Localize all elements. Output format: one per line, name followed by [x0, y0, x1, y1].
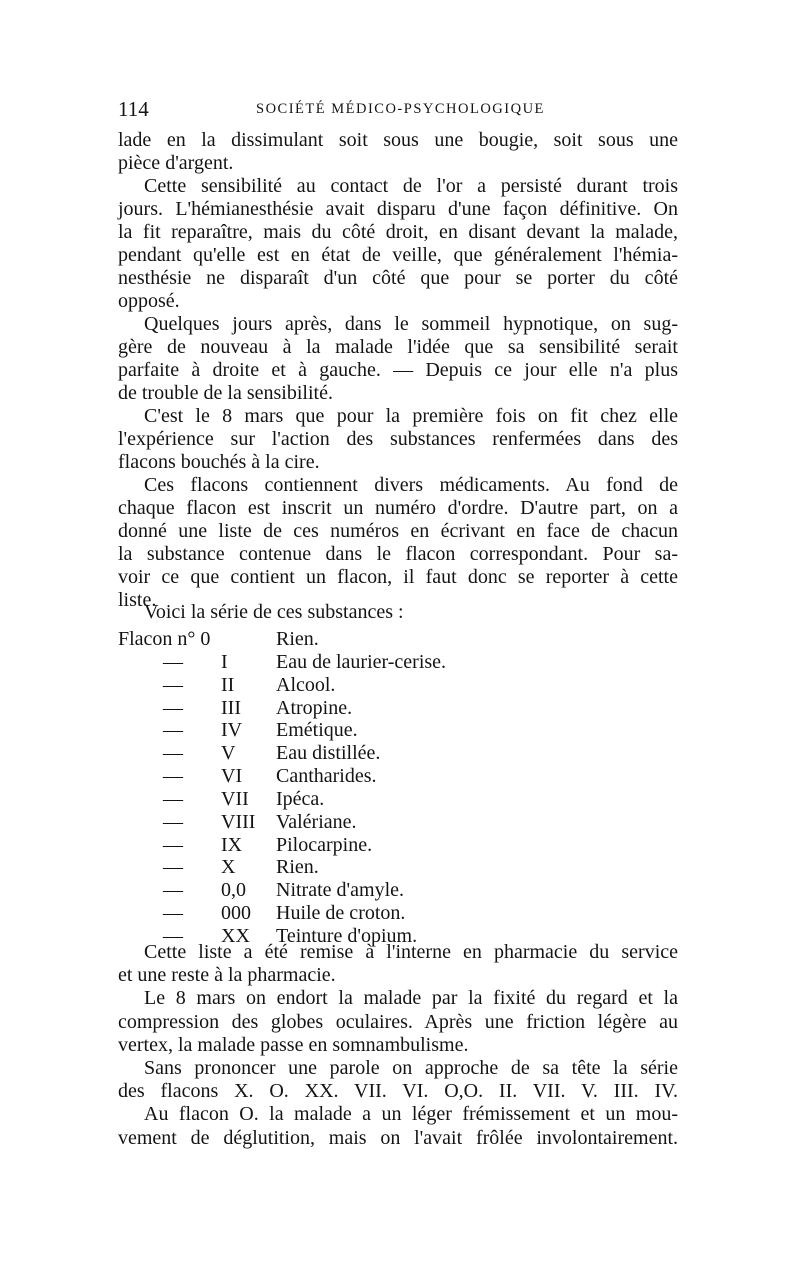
- text-line: liste.: [118, 589, 157, 611]
- flacon-number: 0,0: [221, 879, 246, 902]
- text-line: vertex, la malade passe en somnambulisme.: [118, 1033, 469, 1056]
- text-line: Quelques jours après, dans le sommeil hypnotique, on sug-: [144, 313, 678, 335]
- list-item: [118, 856, 518, 879]
- flacon-number: IX: [221, 833, 243, 856]
- substance-name: Pilocarpine.: [276, 833, 373, 856]
- text-line: parfaite à droite et à gauche. — Depuis ce jour elle n'a plus: [118, 359, 678, 381]
- text-line: et une reste à la pharmacie.: [118, 964, 336, 987]
- flacon-number: 000: [221, 902, 251, 925]
- ditto-dash: —: [163, 719, 183, 742]
- text-line: voir ce que contient un flacon, il faut donc se reporter à cette: [118, 566, 678, 588]
- text-line: donné une liste de ces numéros en écrivant en face de chacun: [118, 520, 678, 542]
- flacon-number: II: [221, 673, 235, 696]
- list-item: [118, 651, 518, 674]
- text-line: Cette sensibilité au contact de l'or a persisté durant trois: [144, 175, 678, 197]
- list-item: [118, 674, 518, 697]
- flacon-number: XX: [221, 924, 250, 947]
- substance-name: Alcool.: [276, 673, 336, 696]
- text-line: pièce d'argent.: [118, 152, 234, 174]
- list-intro: Voici la série de ces substances :: [144, 601, 404, 623]
- text-line: compression des globes oculaires. Après une friction légère au: [118, 1010, 678, 1033]
- text-line: vement de déglutition, mais on l'avait frôlée involontairement.: [118, 1126, 678, 1149]
- list-item: [118, 719, 518, 742]
- ditto-dash: —: [163, 650, 183, 673]
- flacon-label: Flacon n° 0: [118, 628, 211, 650]
- text-line: pendant qu'elle est en état de veille, que généralement l'hémia-: [118, 244, 678, 266]
- ditto-dash: —: [163, 696, 183, 719]
- substance-name: Ipéca.: [276, 787, 325, 810]
- flacon-number: I: [221, 650, 228, 673]
- ditto-dash: —: [163, 856, 183, 879]
- ditto-dash: —: [163, 902, 183, 925]
- substance-name: Atropine.: [276, 696, 353, 719]
- list-item: [118, 788, 518, 811]
- text-line: la substance contenue dans le flacon correspondant. Pour sa-: [118, 543, 678, 565]
- substance-name: Teinture d'opium.: [276, 924, 418, 947]
- text-line: la fit reparaître, mais du côté droit, en disant devant la malade,: [118, 221, 678, 243]
- running-title: SOCIÉTÉ MÉDICO-PSYCHOLOGIQUE: [256, 101, 545, 117]
- ditto-dash: —: [163, 810, 183, 833]
- flacon-number: IV: [221, 719, 243, 742]
- substance-name: Rien.: [276, 856, 319, 879]
- substance-name: Huile de croton.: [276, 902, 406, 925]
- text-line: l'expérience sur l'action des substances renfermées dans des: [118, 428, 678, 450]
- text-line: Sans prononcer une parole on approche de sa tête la série: [144, 1057, 678, 1079]
- text-line: des flacons X. O. XX. VII. VI. O,O. II. VII. V. III. IV.: [118, 1080, 678, 1103]
- flacon-number: VII: [221, 787, 249, 810]
- substance-name: Cantharides.: [276, 765, 377, 788]
- text-line: Ces flacons contiennent divers médicaments. Au fond de: [144, 474, 678, 496]
- ditto-dash: —: [163, 765, 183, 788]
- list-item: [118, 834, 518, 857]
- text-line: flacons bouchés à la cire.: [118, 451, 320, 473]
- flacon-number: X: [221, 856, 236, 879]
- list-item: [118, 765, 518, 788]
- ditto-dash: —: [163, 833, 183, 856]
- text-line: Au flacon O. la malade a un léger frémissement et un mou-: [144, 1103, 678, 1126]
- text-line: chaque flacon est inscrit un numéro d'ordre. D'autre part, on a: [118, 497, 678, 519]
- page-header: [118, 97, 678, 121]
- substance-name: Valériane.: [276, 810, 357, 833]
- text-line: jours. L'hémianesthésie avait disparu d'une façon définitive. On: [118, 198, 678, 220]
- flacon-number: V: [221, 742, 236, 765]
- ditto-dash: —: [163, 879, 183, 902]
- substance-name: Eau distillée.: [276, 742, 381, 765]
- ditto-dash: —: [163, 787, 183, 810]
- list-item: [118, 742, 518, 765]
- page-number: 114: [118, 97, 149, 121]
- text-line: lade en la dissimulant soit sous une bougie, soit sous une: [118, 129, 678, 151]
- flacon-number: III: [221, 696, 241, 719]
- text-line: Cette liste a été remise à l'interne en pharmacie du service: [144, 941, 678, 963]
- substance-name: Rien.: [276, 628, 319, 650]
- substance-name: Eau de laurier-cerise.: [276, 650, 447, 673]
- list-item: [118, 697, 518, 720]
- text-line: de trouble de la sensibilité.: [118, 382, 333, 404]
- list-item: [118, 811, 518, 834]
- flacon-number: VIII: [221, 810, 256, 833]
- ditto-dash: —: [163, 742, 183, 765]
- list-item: [118, 902, 518, 925]
- list-item: [118, 879, 518, 902]
- flacon-number: VI: [221, 765, 243, 788]
- flacon-list: [118, 628, 518, 948]
- substance-name: Emétique.: [276, 719, 358, 742]
- ditto-dash: —: [163, 924, 183, 947]
- text-line: Le 8 mars on endort la malade par la fixité du regard et la: [144, 987, 678, 1010]
- text-line: gère de nouveau à la malade l'idée que sa sensibilité serait: [118, 336, 678, 358]
- list-item: [118, 628, 518, 651]
- text-line: nesthésie ne disparaît d'un côté que pour se porter du côté: [118, 267, 678, 289]
- text-line: C'est le 8 mars que pour la première fois on fit chez elle: [144, 405, 678, 427]
- ditto-dash: —: [163, 673, 183, 696]
- text-line: opposé.: [118, 290, 180, 312]
- substance-name: Nitrate d'amyle.: [276, 879, 404, 902]
